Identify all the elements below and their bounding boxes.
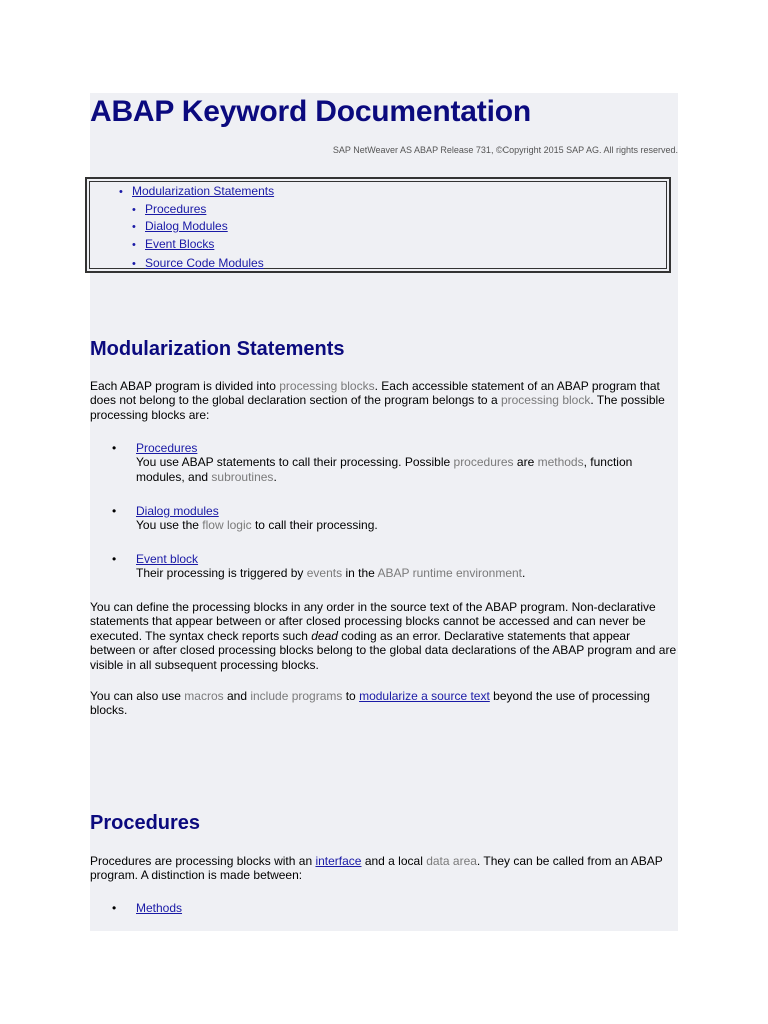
page-title: ABAP Keyword Documentation <box>90 95 531 128</box>
bullet-icon: • <box>112 441 117 455</box>
text-span: . <box>273 469 277 484</box>
link-modularize-source-text[interactable]: modularize a source text <box>359 689 490 703</box>
bullet-icon: • <box>119 186 123 198</box>
section1-paragraph-2 <box>90 600 678 672</box>
bullet-icon: • <box>132 204 136 216</box>
text-span: beyond the use of processing blocks. <box>90 689 650 718</box>
section2-intro-paragraph <box>90 854 678 883</box>
list-item-body <box>136 504 672 533</box>
text-span: Each ABAP program is divided into <box>90 379 280 393</box>
emphasis-dead: dead <box>311 628 338 643</box>
term-include-programs: include programs <box>250 689 343 703</box>
toc-item <box>119 184 274 200</box>
bullet-icon: • <box>112 901 117 915</box>
list-item-body <box>136 441 672 484</box>
toc-link-source-code-modules[interactable]: Source Code Modules <box>145 256 264 270</box>
term-macros: macros <box>184 689 224 703</box>
text-span: Their processing is triggered by <box>136 566 307 581</box>
text-span: are <box>513 455 538 470</box>
text-span: . Each accessible statement of an ABAP program that does not belong to the global declaration section of the program belongs to a <box>90 379 660 408</box>
text-span: in the <box>342 566 378 581</box>
term-processing-block: processing block <box>500 393 591 408</box>
section-heading-modularization-statements: Modularization Statements <box>90 338 345 360</box>
table-of-contents <box>85 177 671 273</box>
toc-link-event-blocks[interactable]: Event Blocks <box>145 237 215 251</box>
toc-item <box>132 202 206 218</box>
bullet-icon: • <box>132 221 136 233</box>
document-page <box>90 93 678 931</box>
text-span: You use the <box>136 518 203 533</box>
section1-paragraph-3 <box>90 689 678 718</box>
text-span: . They can be called from an ABAP program. A distinction is made between: <box>90 854 663 883</box>
text-span: . The possible processing blocks are: <box>90 393 665 422</box>
toc-item <box>132 219 228 235</box>
term-methods: methods <box>537 455 584 470</box>
bullet-icon: • <box>132 239 136 251</box>
bullet-icon: • <box>112 552 117 566</box>
bullet-icon: • <box>112 504 117 518</box>
copyright-notice: SAP NetWeaver AS ABAP Release 731, ©Copyright 2015 SAP AG. All rights reserved. <box>332 145 678 155</box>
text-span: You can also use <box>90 689 185 703</box>
term-subroutines: subroutines <box>211 469 274 484</box>
text-span: You can define the processing blocks in any order in the source text of the ABAP program. Non-declarative statements that appear between or after closed processing blocks cannot be accessed and can never be executed. The syntax check reports such <box>90 600 656 643</box>
list-item-body <box>136 901 672 915</box>
term-procedures: procedures <box>453 455 514 470</box>
text-span: coding as an error. Declarative statements that appear between or after closed processing blocks belong to the global data declarations of the ABAP program and are visible in all subsequent processing blocks. <box>90 628 677 672</box>
section-heading-procedures: Procedures <box>90 812 201 834</box>
text-span: You use ABAP statements to call their processing. Possible <box>136 455 454 470</box>
term-data-area: data area <box>426 854 477 868</box>
toc-item <box>132 256 264 272</box>
term-events: events <box>306 566 343 581</box>
term-processing-blocks: processing blocks <box>279 379 375 393</box>
bullet-icon: • <box>132 258 136 270</box>
link-event-block[interactable]: Event block <box>136 552 199 566</box>
list-item-body <box>136 552 672 581</box>
term-flow-logic: flow logic <box>202 518 252 533</box>
toc-link-procedures[interactable]: Procedures <box>145 202 207 216</box>
toc-link-dialog-modules[interactable]: Dialog Modules <box>145 219 228 233</box>
text-span: Procedures are processing blocks with an <box>90 854 316 868</box>
toc-link-modularization-statements[interactable]: Modularization Statements <box>132 184 275 198</box>
text-span: and <box>223 689 251 703</box>
text-span: , function modules, and <box>136 455 633 484</box>
term-abap-runtime-environment: ABAP runtime environment <box>377 566 522 581</box>
link-interface[interactable]: interface <box>315 854 362 868</box>
section1-intro-paragraph <box>90 379 678 422</box>
text-span: to <box>342 689 360 703</box>
text-span: and a local <box>361 854 427 868</box>
link-dialog-modules[interactable]: Dialog modules <box>136 504 219 518</box>
text-span: . <box>522 566 526 581</box>
toc-item <box>132 237 214 253</box>
link-methods[interactable]: Methods <box>136 901 183 915</box>
text-span: to call their processing. <box>251 518 378 533</box>
link-procedures[interactable]: Procedures <box>136 441 198 455</box>
